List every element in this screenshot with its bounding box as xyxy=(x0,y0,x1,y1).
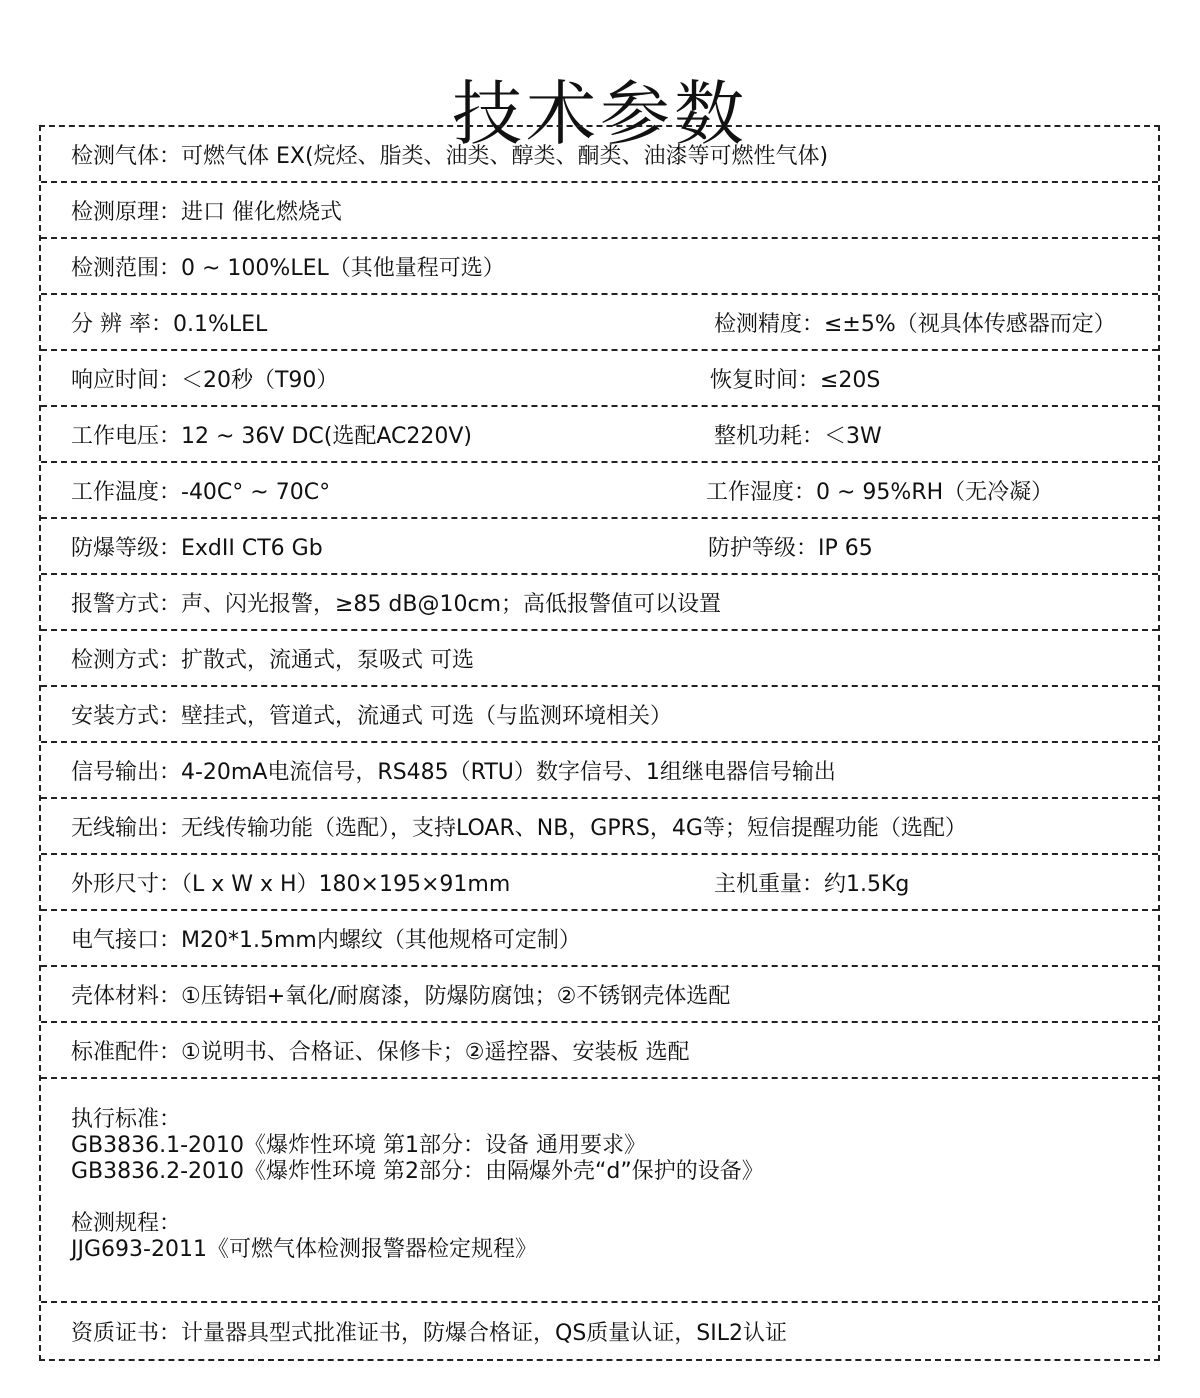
spec-temperature: 工作温度：-40C° ~ 70C° xyxy=(71,479,331,505)
standards-block xyxy=(71,1107,764,1263)
spec-row-interface xyxy=(41,911,1158,967)
spec-installation: 安装方式：壁挂式，管道式，流通式 可选（与监测环境相关） xyxy=(71,703,672,729)
spec-protection-grade: 防护等级：IP 65 xyxy=(708,535,873,561)
spec-weight: 主机重量：约1.5Kg xyxy=(714,871,910,897)
spec-alarm: 报警方式：声、闪光报警，≥85 dB@10cm；高低报警值可以设置 xyxy=(71,591,722,617)
spec-row-response xyxy=(41,351,1158,407)
spec-detection-mode: 检测方式：扩散式，流通式，泵吸式 可选 xyxy=(71,647,474,673)
spec-range: 检测范围：0 ~ 100%LEL（其他量程可选） xyxy=(71,255,505,281)
spec-row-alarm xyxy=(41,575,1158,631)
spec-electrical-interface: 电气接口：M20*1.5mm内螺纹（其他规格可定制） xyxy=(71,927,581,953)
spec-humidity: 工作湿度：0 ~ 95%RH（无冷凝） xyxy=(706,479,1054,505)
spec-resolution: 分 辨 率：0.1%LEL xyxy=(71,311,268,337)
spec-gas: 检测气体：可燃气体 EX(烷烃、脂类、油类、醇类、酮类、油漆等可燃性气体) xyxy=(71,143,829,169)
spec-row-standards xyxy=(41,1079,1158,1303)
spec-row-installation xyxy=(41,687,1158,743)
spec-row-signal xyxy=(41,743,1158,799)
spacer xyxy=(71,1185,764,1211)
spec-row-wireless xyxy=(41,799,1158,855)
regulation-line: JJG693-2011《可燃气体检测报警器检定规程》 xyxy=(71,1237,537,1262)
spec-principle: 检测原理：进口 催化燃烧式 xyxy=(71,199,342,225)
spec-wireless-output: 无线输出：无线传输功能（选配），支持LOAR、NB，GPRS，4G等；短信提醒功能（选配） xyxy=(71,815,967,841)
spec-accuracy: 检测精度：≤±5%（视具体传感器而定） xyxy=(714,311,1116,337)
page-title: 技术参数 xyxy=(452,72,748,155)
standard-line-2: GB3836.2-2010《爆炸性环境 第2部分：由隔爆外壳“d”保护的设备》 xyxy=(71,1159,764,1184)
spec-row-voltage xyxy=(41,407,1158,463)
spec-row-range xyxy=(41,239,1158,295)
spec-row-dimensions xyxy=(41,855,1158,911)
spec-row-temperature xyxy=(41,463,1158,519)
spec-explosion-grade: 防爆等级：ExdII CT6 Gb xyxy=(71,535,323,561)
spec-signal-output: 信号输出：4-20mA电流信号，RS485（RTU）数字信号、1组继电器信号输出 xyxy=(71,759,836,785)
spec-row-resolution xyxy=(41,295,1158,351)
spec-recovery-time: 恢复时间：≤20S xyxy=(710,367,881,393)
spec-row-explosion xyxy=(41,519,1158,575)
spec-table xyxy=(39,125,1160,1361)
spec-response-time: 响应时间：＜20秒（T90） xyxy=(71,367,339,393)
spec-row-housing xyxy=(41,967,1158,1023)
standard-line-1: GB3836.1-2010《爆炸性环境 第1部分：设备 通用要求》 xyxy=(71,1133,647,1158)
standards-heading: 执行标准： xyxy=(71,1107,182,1132)
spec-row-gas xyxy=(41,127,1158,183)
spec-voltage: 工作电压：12 ~ 36V DC(选配AC220V) xyxy=(71,423,472,449)
spec-certificates: 资质证书：计量器具型式批准证书，防爆合格证，QS质量认证，SIL2认证 xyxy=(71,1320,787,1346)
spec-row-certificates xyxy=(41,1303,1158,1359)
regulation-heading: 检测规程： xyxy=(71,1211,182,1236)
spec-power: 整机功耗：＜3W xyxy=(714,423,882,449)
spec-row-accessories xyxy=(41,1023,1158,1079)
spec-accessories: 标准配件：①说明书、合格证、保修卡；②遥控器、安装板 选配 xyxy=(71,1039,690,1065)
spec-row-principle xyxy=(41,183,1158,239)
spec-row-detection-mode xyxy=(41,631,1158,687)
spec-housing-material: 壳体材料：①压铸铝+氧化/耐腐漆，防爆防腐蚀；②不锈钢壳体选配 xyxy=(71,983,731,1009)
spec-dimensions: 外形尺寸：（L x W x H）180×195×91mm xyxy=(71,871,511,897)
